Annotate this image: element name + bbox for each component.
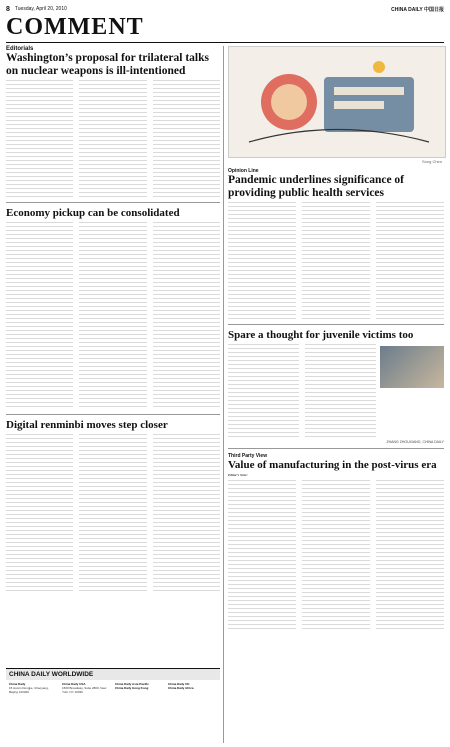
third-party-view-label: Third Party View — [228, 453, 268, 460]
footer-col-2-text: 1500 Broadway, Suite 2800, New York, NY 10036 — [62, 686, 107, 694]
text-column — [6, 434, 73, 594]
opinion-body-3 — [228, 480, 444, 630]
footer-col-2 — [62, 682, 111, 694]
section-title: COMMENT — [6, 14, 144, 40]
worldwide-footer — [6, 668, 220, 743]
opinion-headline-3[interactable]: Value of manufacturing in the post-virus era — [228, 459, 437, 472]
opinion-body-2 — [228, 344, 444, 438]
footer-col-4-title: China Daily UK — [168, 682, 190, 686]
footer-col-1-title: China Daily — [9, 682, 26, 686]
page-header — [6, 4, 444, 14]
text-column — [79, 434, 146, 594]
column-divider — [223, 46, 224, 743]
text-column — [376, 202, 444, 320]
text-column — [228, 344, 299, 438]
editorial-headline-1[interactable]: Washington’s proposal for trilateral talks on nuclear weapons is ill-intentioned — [6, 52, 209, 77]
text-column — [228, 202, 296, 320]
divider — [6, 414, 220, 415]
footer-title: CHINA DAILY WORLDWIDE — [6, 669, 220, 680]
divider — [6, 202, 220, 203]
masthead-mini — [391, 6, 444, 13]
editorials-column — [6, 46, 220, 743]
opinion-body-1 — [228, 202, 444, 320]
section-rule — [6, 42, 444, 43]
footer-col-2-title: China Daily USA — [62, 682, 86, 686]
text-column — [153, 434, 220, 594]
newspaper-page — [6, 4, 444, 743]
text-column — [305, 344, 376, 438]
editorial-body-1 — [6, 80, 220, 198]
text-column — [302, 202, 370, 320]
footer-col-3 — [115, 682, 164, 694]
article-photo — [380, 346, 444, 388]
footer-col-3-title-2: China Daily Hong Kong — [115, 686, 149, 690]
text-column — [153, 222, 220, 410]
cartoon-artist: Song Chen — [421, 159, 442, 164]
editorial-body-3 — [6, 434, 220, 594]
text-column — [79, 80, 146, 198]
footer-col-4-title-2: China Daily Africa — [168, 686, 194, 690]
text-column — [376, 480, 444, 630]
opinion-body-2-cols — [228, 344, 376, 438]
content-area — [6, 46, 444, 743]
divider — [228, 448, 444, 449]
footer-columns — [6, 680, 220, 696]
text-column — [79, 222, 146, 410]
opinion-column — [228, 46, 444, 743]
editorial-cartoon — [228, 46, 446, 158]
opinion-headline-1[interactable]: Pandemic underlines significance of providing public health services — [228, 174, 405, 199]
paper-name-cn: 中国日报 — [423, 6, 444, 13]
text-column — [228, 480, 296, 630]
text-column — [153, 80, 220, 198]
editorial-body-2 — [6, 222, 220, 410]
footer-col-1-text: 15 Huixin Dongjie, Chaoyang, Beijing 100029 — [9, 686, 49, 694]
editorials-label: Editorials — [6, 46, 34, 52]
opinion-byline-2: ZHANG ZHOUXIANG, CHINA DAILY — [386, 440, 444, 445]
opinion-headline-2[interactable]: Spare a thought for juvenile victims too — [228, 329, 414, 342]
footer-col-3-title: China Daily Asia Pacific — [115, 682, 149, 686]
text-column — [6, 80, 73, 198]
footer-col-4 — [168, 682, 217, 694]
issue-date: Tuesday, April 20, 2010 — [14, 6, 67, 12]
cartoon-illustration — [229, 47, 445, 157]
text-column — [302, 480, 370, 630]
paper-name: CHINA DAILY — [391, 6, 423, 13]
editor-note — [228, 473, 444, 477]
divider — [228, 324, 444, 325]
editorial-headline-2[interactable]: Economy pickup can be consolidated — [6, 207, 180, 220]
editorial-headline-3[interactable]: Digital renminbi moves step closer — [6, 419, 168, 432]
editor-note-label: Editor’s Note: — [228, 473, 248, 478]
opinion-line-label: Opinion Line — [228, 168, 259, 174]
footer-col-1 — [9, 682, 58, 694]
page-number: 8 — [6, 5, 10, 13]
text-column — [6, 222, 73, 410]
